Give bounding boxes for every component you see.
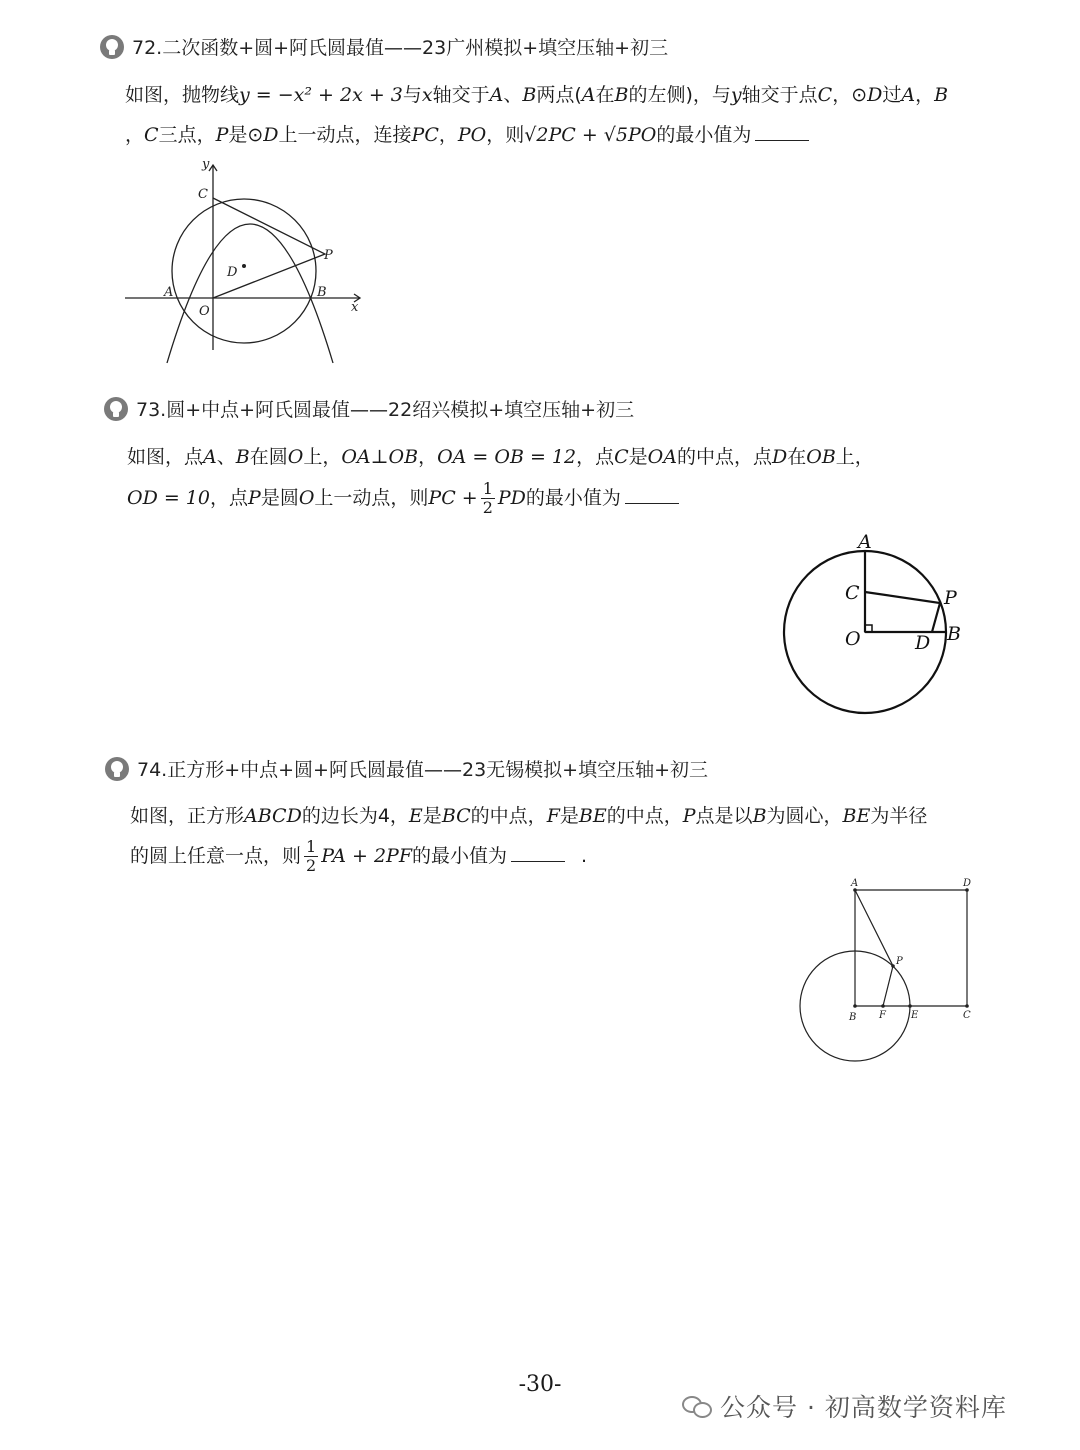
answer-blank: [511, 860, 565, 862]
label-p: P: [896, 956, 903, 967]
point-f: [881, 1004, 885, 1008]
problem-72-header: [100, 33, 668, 60]
problem-73-title: 73.圆+中点+阿氏圆最值——22绍兴模拟+填空压轴+初三: [136, 399, 635, 421]
label-a: A: [851, 878, 859, 889]
lightbulb-icon: [105, 757, 129, 781]
page-number: -30-: [518, 1372, 562, 1397]
label-c: C: [963, 1010, 971, 1021]
problem-74-title: 74.正方形+中点+圆+阿氏圆最值——23无锡模拟+填空压轴+初三: [137, 759, 708, 781]
label-b: B: [947, 623, 961, 645]
label-f: F: [879, 1010, 886, 1021]
center-d-dot: [242, 264, 246, 268]
point-c: [965, 1004, 969, 1008]
problem-72-text-line1: 如图，抛物线y = −x² + 2x + 3与x轴交于A、B两点(A在B的左侧)，与y轴交于点C，⊙D过A，B: [125, 84, 949, 106]
problem-73-text-line2: OD = 10，点P是圆O上一动点，则PC + $\frac{1}{2}$ PD的最小值为: [127, 478, 683, 518]
wechat-icon: [682, 1394, 712, 1418]
point-b: [853, 1004, 857, 1008]
segments-pa-pf: [855, 890, 893, 1006]
problem-73-header: [104, 395, 634, 422]
problem-73-figure: [770, 528, 990, 723]
label-d: D: [227, 265, 238, 280]
label-a: A: [164, 285, 174, 300]
label-y: y: [202, 157, 210, 172]
fraction-half: $\frac{1}{2}$: [306, 837, 317, 875]
label-p: P: [944, 587, 957, 609]
point-e: [908, 1004, 912, 1008]
problem-73-text-line1: 如图，点A、B在圆O上，OA⊥OB，OA = OB = 12，点C是OA的中点，点D在OB上，: [127, 446, 874, 468]
problem-72-text-line2: ，C三点，P是⊙D上一动点，连接PC，PO，则√2PC + √5PO的最小值为: [125, 124, 813, 148]
label-o: O: [845, 628, 861, 650]
problem-72-figure: [115, 155, 375, 370]
square-abcd: [855, 890, 967, 1006]
label-x: x: [351, 300, 359, 315]
problem-74-header: [105, 755, 708, 782]
label-e: E: [911, 1010, 919, 1021]
label-c: C: [845, 582, 860, 604]
label-o: O: [199, 304, 210, 319]
segments-pc-po: [213, 198, 325, 298]
label-b: B: [849, 1012, 857, 1023]
label-a: A: [858, 531, 872, 553]
lightbulb-icon: [100, 35, 124, 59]
fraction-half: $\frac{1}{2}$: [482, 479, 493, 517]
watermark: [682, 1388, 1007, 1424]
answer-blank: [755, 139, 809, 141]
watermark-text: 公众号 · 初高数学资料库: [720, 1393, 1007, 1422]
problem-72-title: 72.二次函数+圆+阿氏圆最值——23广州模拟+填空压轴+初三: [132, 37, 669, 59]
answer-blank: [625, 502, 679, 504]
label-p: P: [324, 248, 333, 263]
label-c: C: [198, 187, 208, 202]
circle-d: [172, 199, 316, 343]
problem-74-text-line1: 如图，正方形ABCD的边长为4，E是BC的中点，F是BE的中点，P点是以B为圆心，BE为半径: [130, 805, 928, 827]
label-b: B: [317, 285, 327, 300]
lightbulb-icon: [104, 397, 128, 421]
label-d: D: [963, 878, 972, 889]
point-p: [891, 964, 895, 968]
segments-cp-pd: [865, 592, 940, 632]
label-d: D: [915, 632, 931, 654]
problem-74-figure: [790, 875, 990, 1070]
problem-74-text-line2: 的圆上任意一点，则 $\frac{1}{2}$ PA + 2PF的最小值为 .: [130, 837, 588, 875]
